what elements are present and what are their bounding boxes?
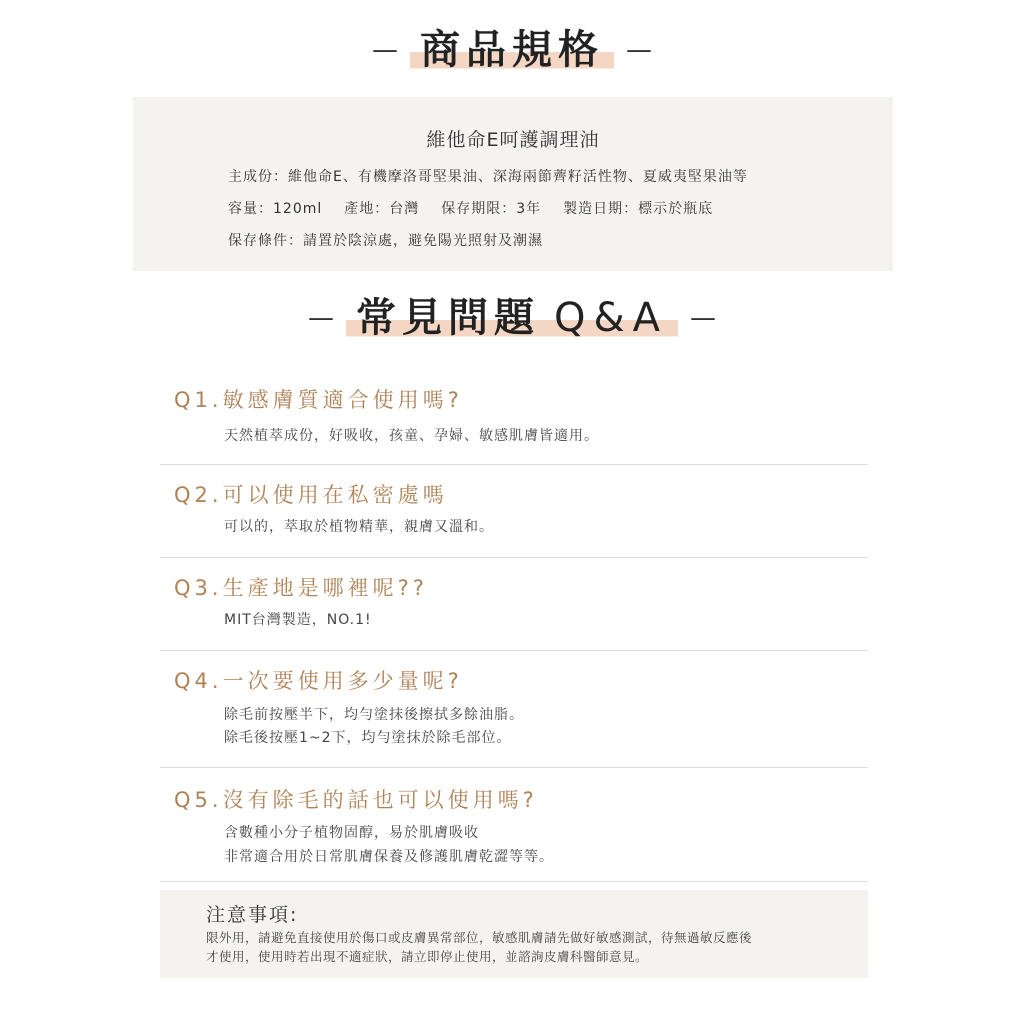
faq-question: Q5.沒有除毛的話也可以使用嗎? <box>174 788 538 812</box>
faq-answer: 含數種小分子植物固醇，易於肌膚吸收 <box>224 825 479 841</box>
faq-answer: 非常適合用於日常肌膚保養及修護肌膚乾澀等等。 <box>224 849 554 865</box>
faq-divider <box>160 464 868 465</box>
faq-answer: 除毛後按壓1~2下，均勻塗抹於除毛部位。 <box>224 730 512 746</box>
heading-dash-right: — <box>626 35 652 65</box>
heading-dash-left: — <box>307 303 334 333</box>
spec-manufacture-date: 製造日期：標示於瓶底 <box>563 201 714 217</box>
faq-question: Q3.生產地是哪裡呢?? <box>174 576 428 600</box>
faq-answer: 除毛前按壓半下，均勻塗抹後擦拭多餘油脂。 <box>224 707 524 723</box>
notice-body <box>206 928 752 966</box>
faq-question: Q1.敏感膚質適合使用嗎? <box>174 388 463 412</box>
faq-divider <box>160 881 868 882</box>
faq-divider <box>160 650 868 651</box>
spec-heading <box>0 28 1024 72</box>
notice-line: 限外用，請避免直接使用於傷口或皮膚異常部位，敏感肌膚請先做好敏感測試，待無過敏反應後 <box>206 930 753 945</box>
faq-divider <box>160 767 868 768</box>
heading-dash-right: — <box>690 303 717 333</box>
faq-answer: 可以的，萃取於植物精華，親膚又溫和。 <box>224 519 494 535</box>
faq-question: Q4.一次要使用多少量呢? <box>174 669 463 693</box>
spec-origin: 產地：台灣 <box>344 201 420 217</box>
heading-dash-left: — <box>372 35 398 65</box>
spec-heading-title: 商品規格 <box>410 28 614 72</box>
faq-question: Q2.可以使用在私密處嗎 <box>174 483 448 507</box>
faq-answer: 天然植萃成份，好吸收，孩童、孕婦、敏感肌膚皆適用。 <box>224 428 599 444</box>
spec-storage: 保存條件：請置於陰涼處，避免陽光照射及潮濕 <box>228 233 543 249</box>
spec-ingredients: 主成份：維他命E、有機摩洛哥堅果油、深海兩節薺籽活性物、夏威夷堅果油等 <box>228 169 748 185</box>
faq-heading-title <box>346 296 678 340</box>
spec-capacity: 容量：120ml <box>228 201 323 217</box>
notice-line: 才使用，使用時若出現不適症狀，請立即停止使用，並諮詢皮膚科醫師意見。 <box>206 949 649 964</box>
spec-shelf-life: 保存期限：3年 <box>441 201 542 217</box>
faq-heading-cjk: 常見問題 <box>355 295 540 341</box>
faq-heading-latin: Q&A <box>553 295 669 341</box>
product-name: 維他命E呵護調理油 <box>426 129 600 151</box>
faq-heading <box>0 296 1024 340</box>
spec-panel <box>133 97 893 271</box>
faq-answer: MIT台灣製造，NO.1! <box>224 612 372 628</box>
notice-panel <box>160 890 868 978</box>
spec-row-details <box>228 198 713 218</box>
faq-divider <box>160 557 868 558</box>
notice-title: 注意事項: <box>206 904 299 926</box>
